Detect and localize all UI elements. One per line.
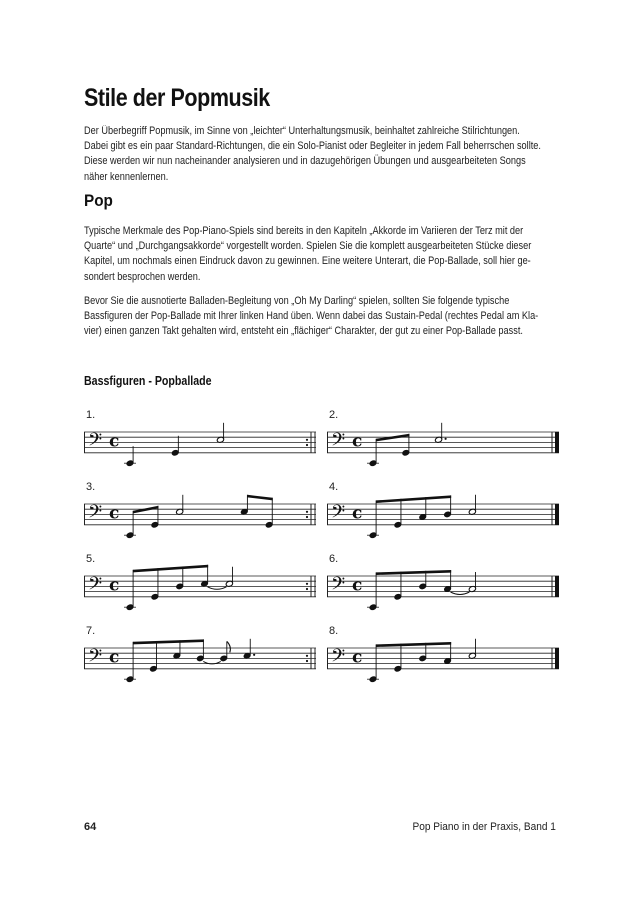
bass-clef-icon: 𝄢	[331, 502, 346, 527]
note-tie	[208, 587, 227, 590]
note-beam	[376, 570, 451, 575]
page-number: 64	[84, 821, 97, 833]
note-beam	[247, 495, 272, 501]
examples-title: Bassfiguren - Popballade	[84, 374, 212, 388]
note-beam	[133, 506, 158, 514]
paragraph-line: Kapitel, um nochmals einen Eindruck davon zu gewinnen. Eine weitere Unterart, die Pop-Ballade, soll hier ge-	[84, 255, 531, 268]
eighth-flag	[227, 641, 231, 652]
end-barline-thick	[555, 504, 559, 525]
paragraph-line: Typische Merkmale des Pop-Piano-Spiels sind bereits in den Kapiteln „Akkorde im Variieren der Terz mit der	[84, 225, 524, 237]
time-signature-common: c	[109, 431, 120, 452]
bass-staff-example-5	[84, 564, 316, 624]
example-number: 5.	[86, 553, 96, 565]
augmentation-dot	[445, 438, 447, 440]
paragraph-line: Bevor Sie die ausnotierte Balladen-Begleitung von „Oh My Darling“ spielen, sollten Sie folgende typische	[84, 295, 510, 307]
example-number: 1.	[86, 409, 96, 421]
note-beam	[376, 642, 451, 647]
repeat-dot	[306, 588, 308, 590]
repeat-dot	[306, 444, 308, 446]
repeat-dot	[306, 511, 308, 513]
bass-clef-icon: 𝄢	[88, 430, 103, 455]
bass-staff-example-8	[327, 636, 559, 696]
augmentation-dot	[253, 654, 255, 656]
example-number: 6.	[329, 553, 339, 565]
bass-clef-icon: 𝄢	[331, 646, 346, 671]
time-signature-common: c	[352, 575, 363, 596]
bass-staff-example-1	[84, 420, 316, 480]
note-beam	[133, 639, 204, 644]
bass-clef-icon: 𝄢	[331, 430, 346, 455]
repeat-dot	[306, 583, 308, 585]
end-barline-thick	[555, 648, 559, 669]
time-signature-common: c	[109, 575, 120, 596]
bass-clef-icon: 𝄢	[88, 574, 103, 599]
paragraph-line: vier) einen ganzen Takt gehalten wird, entsteht ein „flächiger“ Charakter, der gut zu einer Pop-Ballade passt.	[84, 325, 523, 338]
repeat-dot	[306, 516, 308, 518]
bass-staff-example-7	[84, 636, 316, 696]
note-beam	[376, 495, 451, 503]
bass-clef-icon: 𝄢	[88, 646, 103, 671]
intro-line: Der Überbegriff Popmusik, im Sinne von „leichter“ Unterhaltungsmusik, beinhaltet zahlreiche Stilrichtungen.	[84, 125, 520, 137]
paragraph-line: sondert besprochen werden.	[84, 270, 201, 283]
bass-staff-example-2	[327, 420, 559, 480]
repeat-dot	[306, 655, 308, 657]
example-number: 3.	[86, 481, 96, 493]
paragraph-line: Bassfiguren der Pop-Ballade mit Ihrer linken Hand üben. Wenn dabei das Sustain-Pedal (rechtes Pedal am Kla-	[84, 310, 539, 323]
example-number: 8.	[329, 625, 339, 637]
bass-staff-example-4	[327, 492, 559, 552]
intro-line: Dabei gibt es ein paar Standard-Richtungen, die ein Solo-Pianist oder Begleiter in jedem Fall beherrschen sollte.	[84, 140, 541, 153]
note-tie	[451, 592, 470, 595]
time-signature-common: c	[352, 647, 363, 668]
bass-clef-icon: 𝄢	[331, 574, 346, 599]
intro-line: näher kennenlernen.	[84, 170, 169, 183]
repeat-dot	[306, 660, 308, 662]
bass-staff-example-6	[327, 564, 559, 624]
example-number: 4.	[329, 481, 339, 493]
time-signature-common: c	[109, 647, 120, 668]
repeat-dot	[306, 439, 308, 441]
intro-line: Diese werden wir nun nacheinander analysieren und in dazugehörigen Übungen und ausgearbeiteten Songs	[84, 155, 526, 168]
book-title: Pop Piano in der Praxis, Band 1	[412, 821, 556, 833]
page-title: Stile der Popmusik	[84, 84, 270, 112]
end-barline-thick	[555, 432, 559, 453]
time-signature-common: c	[352, 431, 363, 452]
example-number: 7.	[86, 625, 96, 637]
example-number: 2.	[329, 409, 339, 421]
paragraph-line: Quarte“ und „Durchgangsakkorde“ vorgestellt worden. Spielen Sie die komplett ausgearbeiteten Stücke dieser	[84, 240, 532, 253]
section-title-pop: Pop	[84, 191, 113, 210]
intro-paragraph	[84, 124, 552, 185]
end-barline-thick	[555, 576, 559, 597]
pop-paragraph-1	[84, 224, 552, 285]
pop-paragraph-2	[84, 294, 552, 340]
time-signature-common: c	[109, 503, 120, 524]
time-signature-common: c	[352, 503, 363, 524]
bass-clef-icon: 𝄢	[88, 502, 103, 527]
bass-staff-example-3	[84, 492, 316, 552]
note-beam	[133, 565, 208, 573]
